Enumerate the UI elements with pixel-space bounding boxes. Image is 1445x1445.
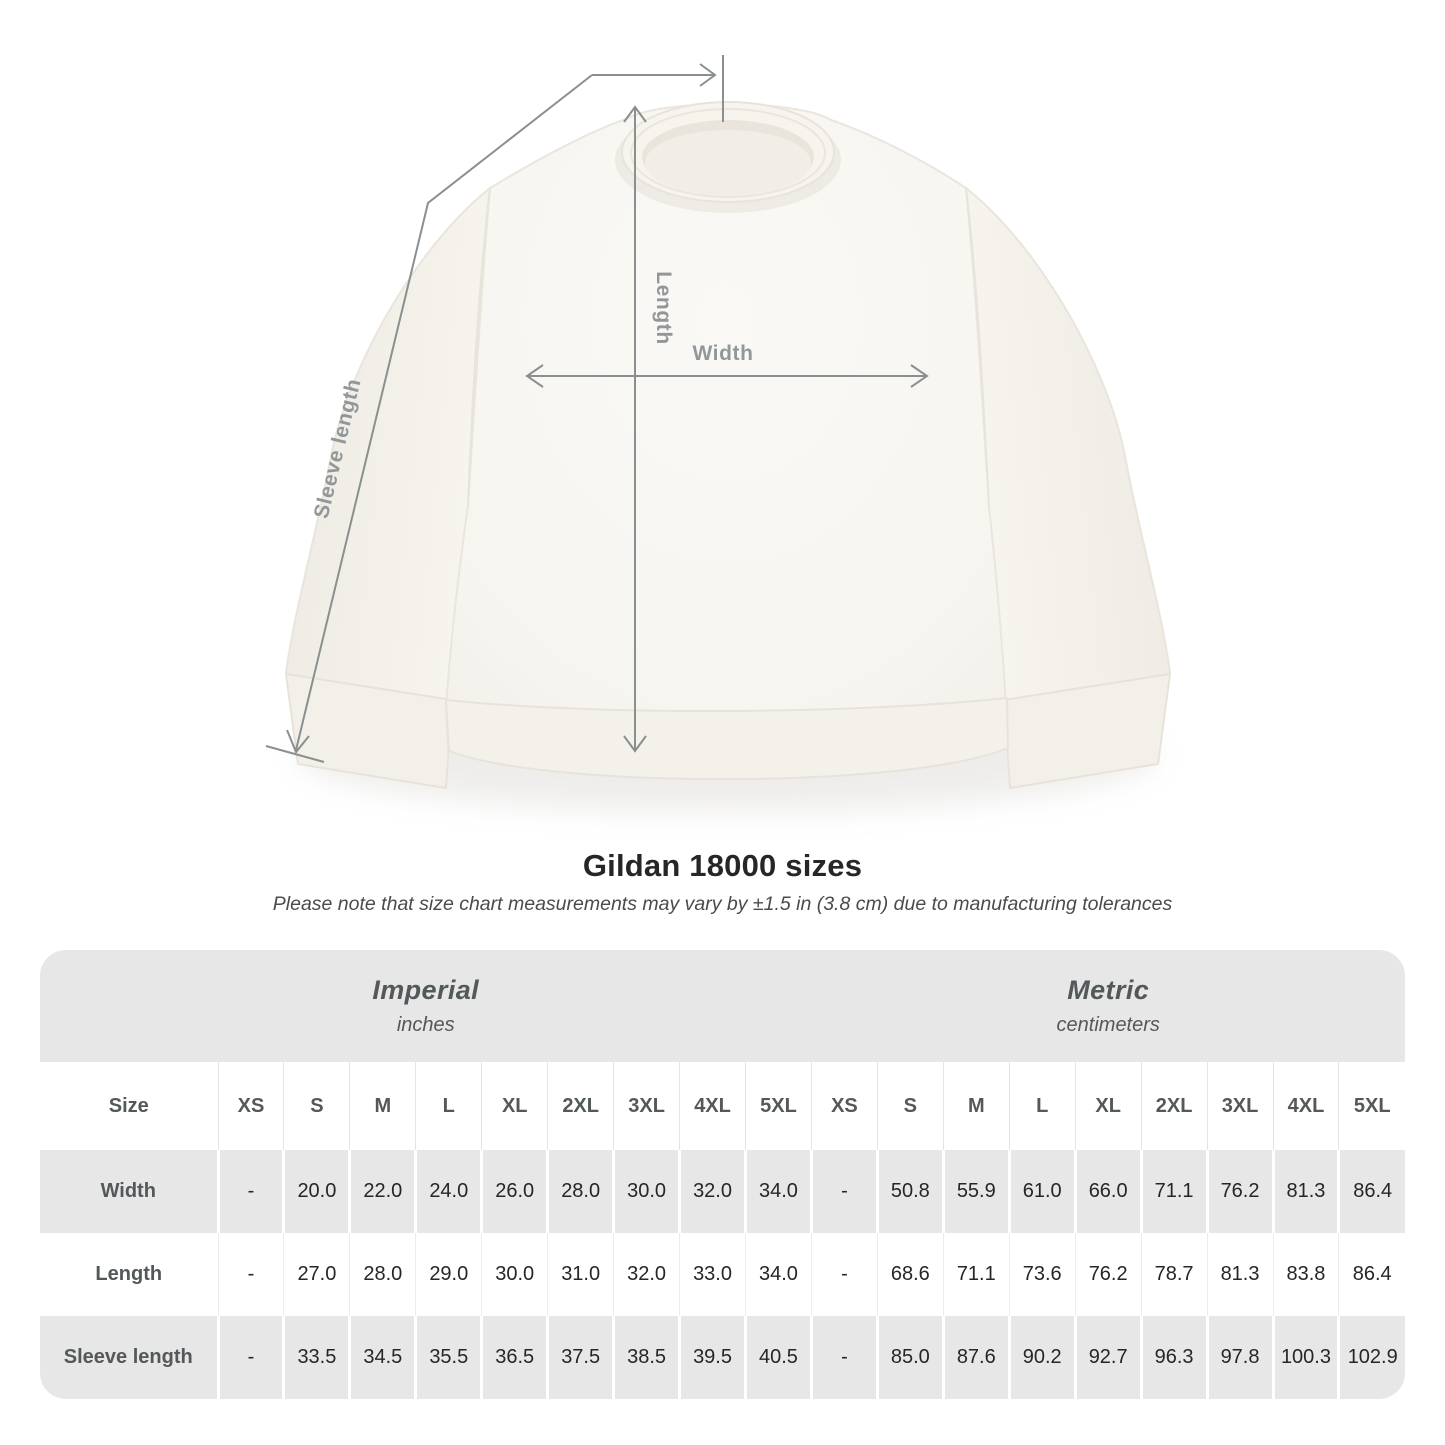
value-cell: - [811, 1150, 877, 1233]
value-cell: 96.3 [1141, 1316, 1207, 1399]
column-header-4xl: 4XL [680, 1062, 746, 1150]
value-cell: - [218, 1316, 284, 1399]
value-cell: 38.5 [614, 1316, 680, 1399]
column-header-xs: XS [218, 1062, 284, 1150]
value-cell: 32.0 [614, 1233, 680, 1316]
unit-group-metric [811, 950, 1405, 1062]
row-label: Sleeve length [40, 1316, 218, 1399]
value-cell: 28.0 [350, 1233, 416, 1316]
value-cell: - [218, 1233, 284, 1316]
value-cell: 55.9 [943, 1150, 1009, 1233]
column-header-m: M [943, 1062, 1009, 1150]
metric-unit-label: centimeters [1056, 1014, 1160, 1036]
value-cell: 100.3 [1273, 1316, 1339, 1399]
row-label: Width [40, 1150, 218, 1233]
value-cell: 22.0 [350, 1150, 416, 1233]
size-table-grid [40, 950, 1405, 1399]
value-cell: 39.5 [680, 1316, 746, 1399]
column-header-3xl: 3XL [1207, 1062, 1273, 1150]
value-cell: 27.0 [284, 1233, 350, 1316]
column-header-size: Size [40, 1062, 218, 1150]
imperial-unit-label: inches [396, 1014, 455, 1036]
length-measurement-label: Length [652, 271, 675, 345]
table-row [40, 1316, 1405, 1399]
column-header-l: L [416, 1062, 482, 1150]
value-cell: 34.0 [746, 1233, 812, 1316]
value-cell: 36.5 [482, 1316, 548, 1399]
imperial-header: Imperial [372, 975, 480, 1005]
value-cell: 30.0 [614, 1150, 680, 1233]
value-cell: 26.0 [482, 1150, 548, 1233]
column-header-2xl: 2XL [1141, 1062, 1207, 1150]
value-cell: 24.0 [416, 1150, 482, 1233]
value-cell: 71.1 [943, 1233, 1009, 1316]
value-cell: 76.2 [1075, 1233, 1141, 1316]
sleeve-length-measurement-label: Sleeve length [309, 376, 366, 521]
column-header-xl: XL [482, 1062, 548, 1150]
value-cell: 33.5 [284, 1316, 350, 1399]
column-header-2xl: 2XL [548, 1062, 614, 1150]
value-cell: 81.3 [1207, 1233, 1273, 1316]
value-cell: 102.9 [1339, 1316, 1405, 1399]
value-cell: 85.0 [877, 1316, 943, 1399]
value-cell: 71.1 [1141, 1150, 1207, 1233]
value-cell: - [811, 1316, 877, 1399]
value-cell: 68.6 [877, 1233, 943, 1316]
column-header-3xl: 3XL [614, 1062, 680, 1150]
value-cell: 32.0 [680, 1150, 746, 1233]
value-cell: 28.0 [548, 1150, 614, 1233]
value-cell: - [218, 1150, 284, 1233]
value-cell: 83.8 [1273, 1233, 1339, 1316]
hem-band [446, 698, 1008, 779]
size-table [40, 950, 1405, 1399]
size-header-row [40, 1062, 1405, 1150]
value-cell: 81.3 [1273, 1150, 1339, 1233]
value-cell: 78.7 [1141, 1233, 1207, 1316]
value-cell: 37.5 [548, 1316, 614, 1399]
column-header-s: S [284, 1062, 350, 1150]
value-cell: 50.8 [877, 1150, 943, 1233]
column-header-4xl: 4XL [1273, 1062, 1339, 1150]
column-header-xs: XS [811, 1062, 877, 1150]
table-row [40, 1233, 1405, 1316]
value-cell: 34.0 [746, 1150, 812, 1233]
value-cell: 31.0 [548, 1233, 614, 1316]
value-cell: 97.8 [1207, 1316, 1273, 1399]
value-cell: 33.0 [680, 1233, 746, 1316]
value-cell: - [811, 1233, 877, 1316]
value-cell: 90.2 [1009, 1316, 1075, 1399]
value-cell: 87.6 [943, 1316, 1009, 1399]
value-cell: 66.0 [1075, 1150, 1141, 1233]
sweatshirt-illustration [286, 102, 1170, 812]
column-header-s: S [877, 1062, 943, 1150]
column-header-xl: XL [1075, 1062, 1141, 1150]
tolerance-note: Please note that size chart measurements may vary by ±1.5 in (3.8 cm) due to manufacturing tolerances [272, 893, 1173, 915]
collar-inner-back [645, 130, 811, 196]
value-cell: 61.0 [1009, 1150, 1075, 1233]
value-cell: 86.4 [1339, 1233, 1405, 1316]
unit-group-row [40, 950, 1405, 1062]
value-cell: 35.5 [416, 1316, 482, 1399]
page-title: Gildan 18000 sizes [582, 848, 863, 883]
column-header-5xl: 5XL [1339, 1062, 1405, 1150]
value-cell: 29.0 [416, 1233, 482, 1316]
column-header-l: L [1009, 1062, 1075, 1150]
value-cell: 30.0 [482, 1233, 548, 1316]
value-cell: 40.5 [746, 1316, 812, 1399]
value-cell: 76.2 [1207, 1150, 1273, 1233]
column-header-m: M [350, 1062, 416, 1150]
column-header-5xl: 5XL [746, 1062, 812, 1150]
value-cell: 92.7 [1075, 1316, 1141, 1399]
row-label: Length [40, 1233, 218, 1316]
value-cell: 73.6 [1009, 1233, 1075, 1316]
width-measurement-label: Width [692, 342, 754, 365]
value-cell: 86.4 [1339, 1150, 1405, 1233]
value-cell: 34.5 [350, 1316, 416, 1399]
metric-header: Metric [1067, 975, 1150, 1005]
unit-group-imperial [40, 950, 811, 1062]
table-row [40, 1150, 1405, 1233]
value-cell: 20.0 [284, 1150, 350, 1233]
